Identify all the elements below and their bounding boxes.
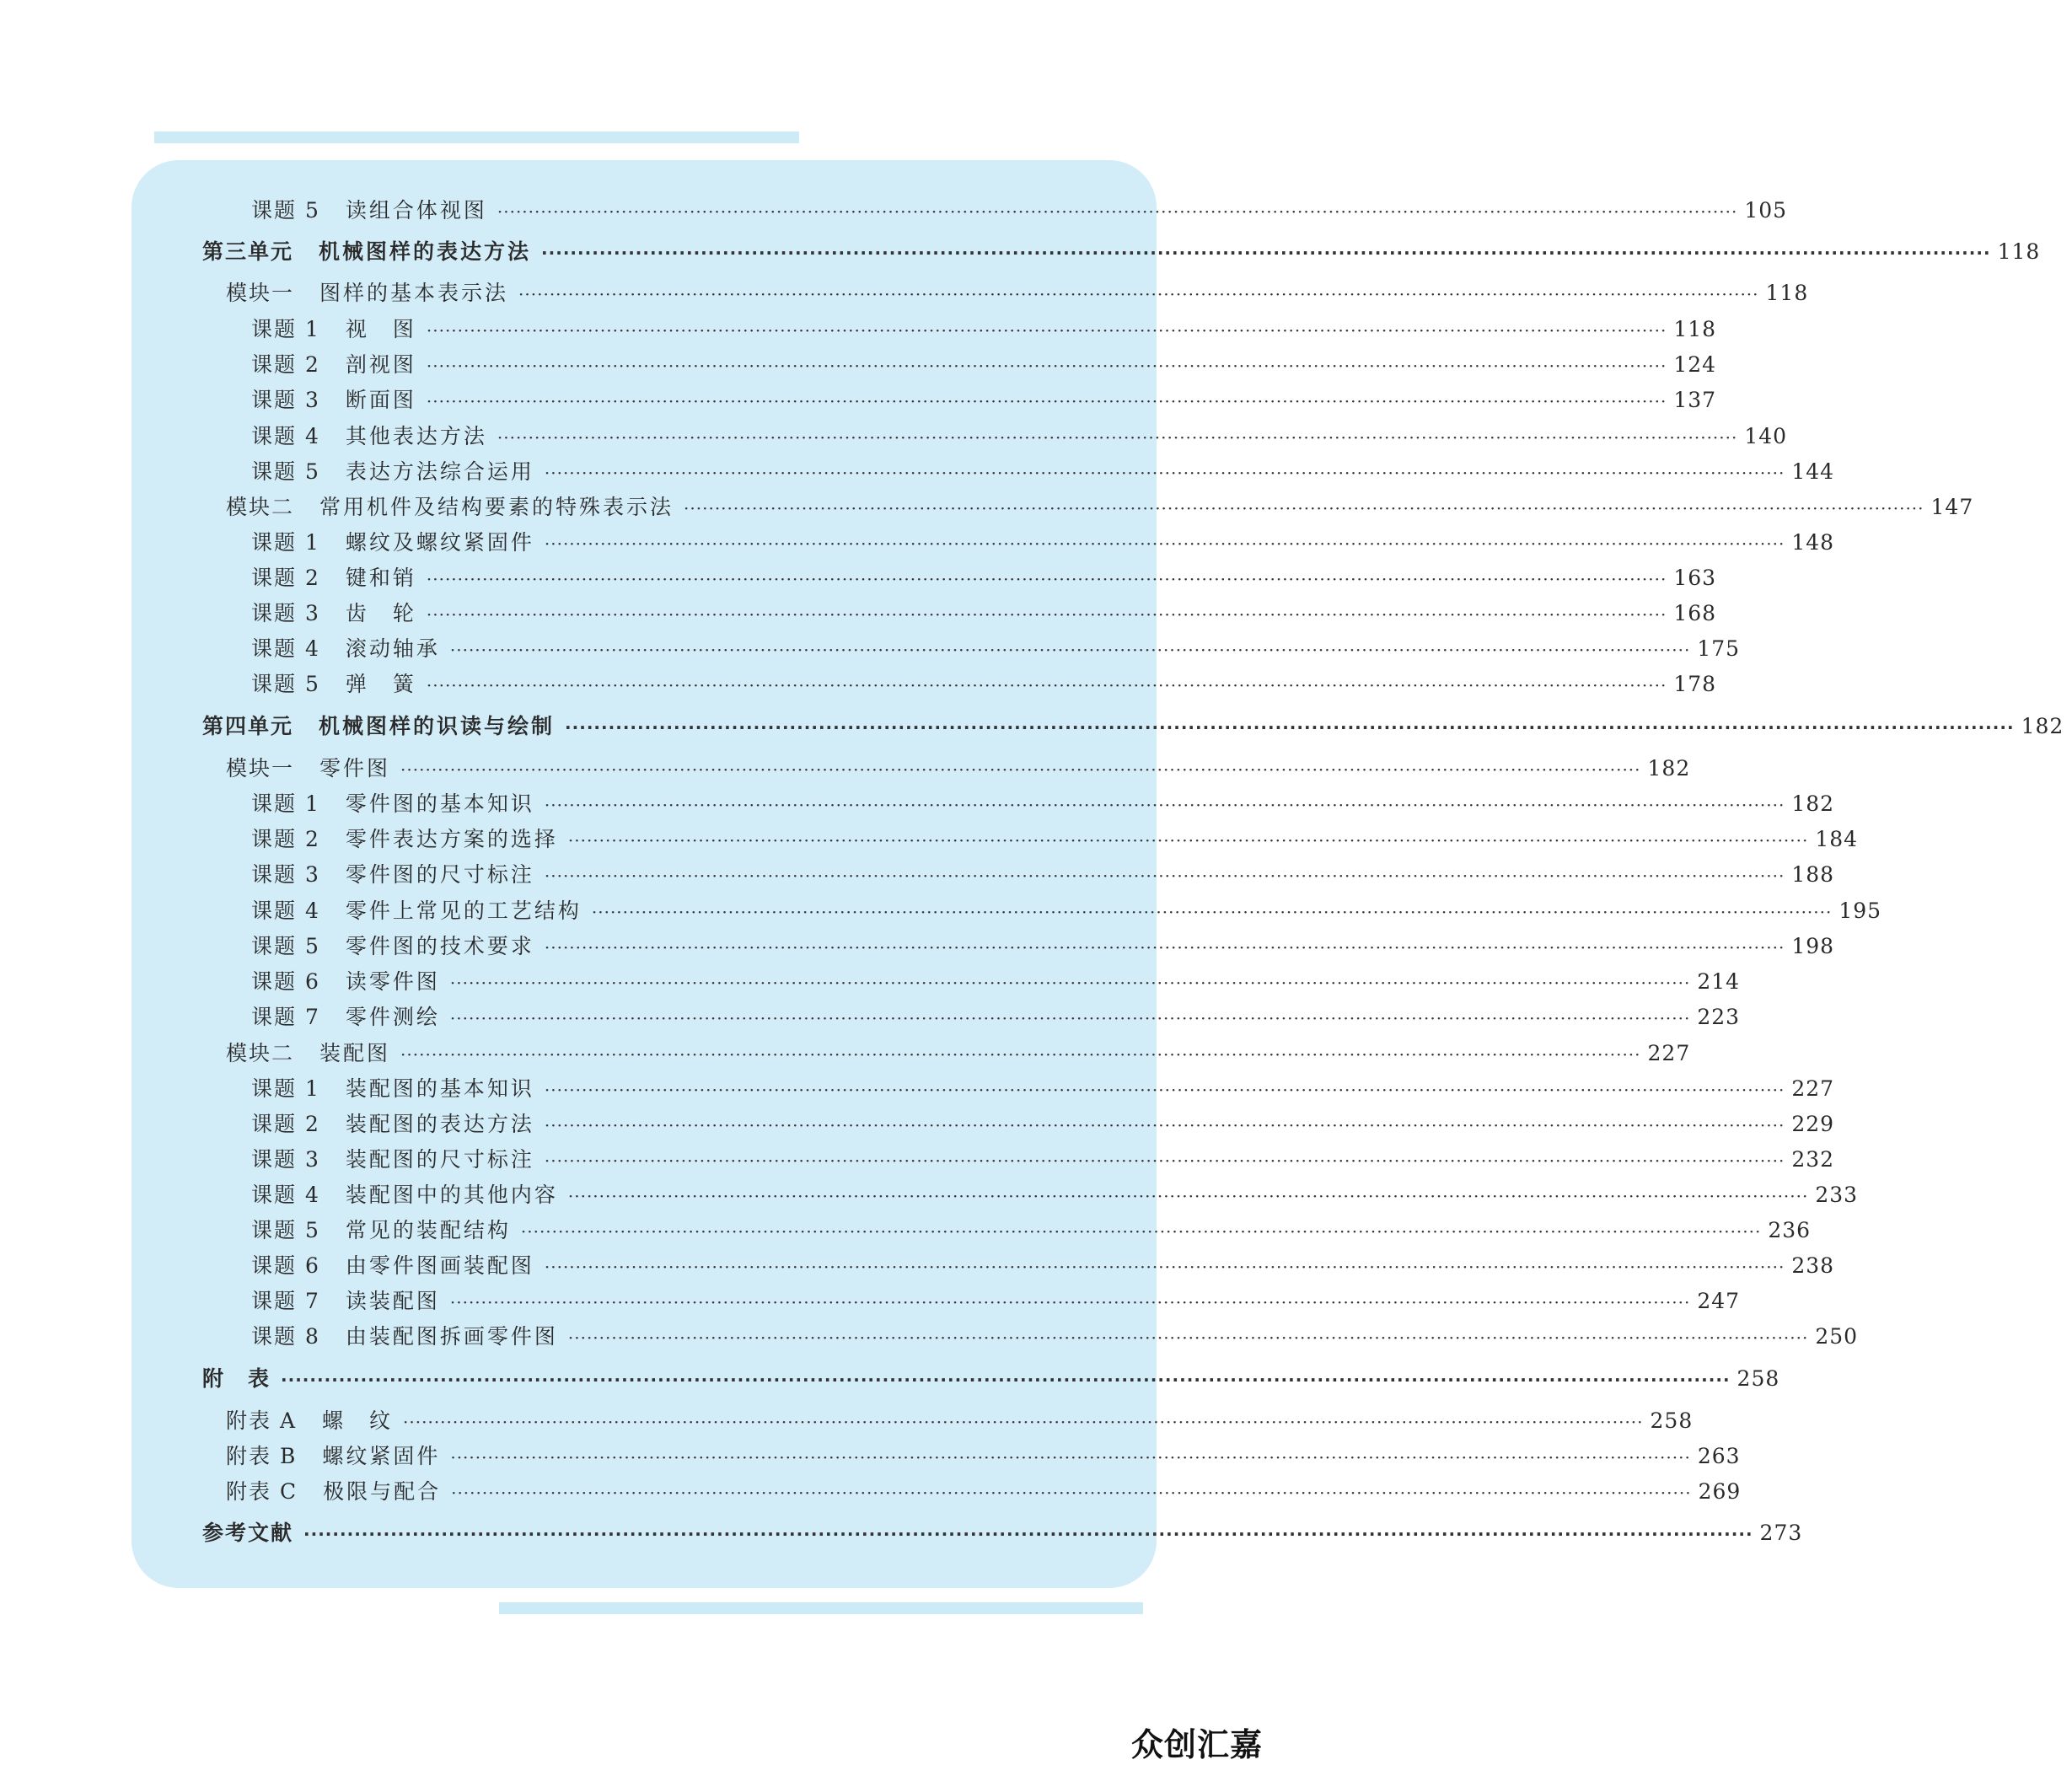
toc-entry-page-number: 238 (1791, 1253, 1835, 1278)
toc-entry-lesson[interactable] (132, 1110, 1835, 1140)
toc-leader-dots: ········································································································································································································ (541, 243, 1991, 263)
toc-entry-lesson[interactable] (132, 196, 1788, 226)
toc-leader-dots: ········································································································································································································ (544, 866, 1785, 886)
toc-entry-label: 课题 1 (251, 791, 320, 816)
toc-leader-dots: ········································································································································································································ (426, 675, 1667, 695)
toc-entry-page-number: 263 (1697, 1444, 1741, 1468)
toc-entry-page-number: 178 (1673, 672, 1717, 696)
toc-entry-title: 剖视图 (345, 352, 416, 377)
toc-entry-title: 螺纹紧固件 (322, 1444, 441, 1468)
toc-entry-lesson[interactable] (132, 386, 1717, 416)
toc-leader-dots: ········································································································································································································ (426, 356, 1667, 376)
toc-list (132, 160, 2064, 1588)
toc-entry-title: 键和销 (345, 566, 416, 590)
toc-leader-dots: ········································································································································································································ (567, 1186, 1809, 1206)
toc-leader-dots: ········································································································································································································ (567, 1328, 1809, 1348)
toc-entry-label: 附 表 (202, 1366, 271, 1391)
toc-entry-title: 机械图样的识读与绘制 (319, 714, 556, 738)
toc-entry-label: 模块二 (226, 1041, 295, 1065)
toc-entry-title: 读组合体视图 (345, 198, 487, 223)
toc-entry-page-number: 229 (1791, 1112, 1835, 1136)
toc-entry-label: 课题 5 (251, 934, 320, 958)
toc-entry-title: 弹 簧 (345, 672, 416, 696)
toc-entry-title: 极限与配合 (323, 1479, 442, 1504)
toc-entry-module[interactable] (132, 1442, 1741, 1472)
toc-entry-page-number: 269 (1698, 1479, 1742, 1504)
toc-entry-lesson[interactable] (132, 1252, 1835, 1281)
toc-entry-label: 课题 5 (251, 198, 320, 223)
toc-entry-lesson[interactable] (132, 968, 1741, 997)
toc-entry-lesson[interactable] (132, 670, 1717, 700)
toc-leader-dots: ········································································································································································································ (544, 463, 1785, 483)
toc-entry-title: 常见的装配结构 (345, 1218, 511, 1242)
toc-entry-page-number: 182 (2021, 714, 2064, 738)
toc-leader-dots: ········································································································································································································ (281, 1370, 1731, 1390)
toc-entry-lesson[interactable] (132, 1322, 1859, 1352)
toc-entry-label: 课题 5 (251, 459, 320, 484)
toc-entry-unit[interactable] (132, 712, 2064, 742)
toc-entry-page-number: 198 (1791, 934, 1835, 958)
toc-entry-title: 视 图 (345, 317, 416, 341)
toc-entry-page-number: 118 (1765, 281, 1809, 305)
toc-leader-dots: ········································································································································································································ (518, 284, 1759, 304)
toc-leader-dots: ········································································································································································································ (544, 1151, 1785, 1171)
toc-leader-dots: ········································································································································································································ (520, 1221, 1762, 1242)
toc-entry-label: 附表 B (226, 1444, 298, 1468)
toc-entry-lesson[interactable] (132, 422, 1788, 452)
toc-entry-label: 模块一 (226, 756, 295, 781)
toc-entry-page-number: 137 (1673, 388, 1717, 412)
toc-entry-page-number: 184 (1815, 827, 1859, 851)
toc-entry-title: 断面图 (345, 388, 416, 412)
toc-entry-lesson[interactable] (132, 635, 1741, 664)
toc-leader-dots: ········································································································································································································ (591, 902, 1833, 922)
toc-entry-title: 装配图中的其他内容 (345, 1183, 558, 1207)
toc-leader-dots: ········································································································································································································ (544, 937, 1785, 958)
toc-leader-dots: ········································································································································································································ (426, 604, 1667, 625)
toc-entry-title: 滚动轴承 (345, 636, 440, 661)
toc-leader-dots: ········································································································································································································ (303, 1524, 1753, 1544)
toc-entry-module[interactable] (132, 279, 1809, 308)
toc-entry-title: 图样的基本表示法 (319, 281, 509, 305)
toc-entry-label: 第三单元 (202, 239, 294, 264)
toc-entry-label: 课题 4 (251, 899, 320, 923)
toc-entry-page-number: 182 (1647, 756, 1691, 781)
toc-entry-title: 装配图的尺寸标注 (345, 1147, 534, 1172)
toc-leader-dots: ········································································································································································································ (426, 320, 1667, 341)
toc-entry-title: 零件表达方案的选择 (345, 827, 558, 851)
toc-entry-label: 课题 2 (251, 352, 320, 377)
toc-entry-title: 装配图的基本知识 (345, 1076, 534, 1101)
toc-entry-label: 附表 C (226, 1479, 298, 1504)
toc-entry-label: 课题 3 (251, 388, 320, 412)
toc-entry-unit[interactable] (132, 238, 2041, 267)
toc-entry-label: 课题 7 (251, 1289, 320, 1313)
toc-entry-lesson[interactable] (132, 1075, 1835, 1104)
toc-entry-label: 课题 2 (251, 566, 320, 590)
toc-entry-label: 课题 5 (251, 1218, 320, 1242)
toc-leader-dots: ········································································································································································································ (400, 759, 1641, 780)
toc-leader-dots: ········································································································································································································ (497, 201, 1738, 222)
toc-entry-page-number: 273 (1759, 1521, 1803, 1545)
toc-entry-label: 参考文献 (202, 1521, 294, 1545)
toc-leader-dots: ········································································································································································································ (497, 427, 1738, 448)
toc-entry-page-number: 195 (1838, 899, 1882, 923)
toc-entry-module[interactable] (132, 754, 1691, 784)
toc-entry-page-number: 182 (1791, 791, 1835, 816)
toc-entry-page-number: 118 (1997, 239, 2041, 264)
toc-leader-dots: ········································································································································································································ (544, 1080, 1785, 1100)
toc-entry-page-number: 175 (1697, 636, 1741, 661)
toc-entry-page-number: 118 (1673, 317, 1717, 341)
toc-entry-page-number: 247 (1697, 1289, 1741, 1313)
toc-entry-title: 零件图 (319, 756, 391, 781)
toc-leader-dots: ········································································································································································································ (449, 640, 1691, 660)
toc-entry-title: 零件图的尺寸标注 (345, 862, 534, 887)
toc-leader-dots: ········································································································································································································ (449, 973, 1691, 993)
toc-entry-lesson[interactable] (132, 825, 1859, 855)
toc-entry-lesson[interactable] (132, 1287, 1741, 1317)
toc-entry-label: 课题 7 (251, 1005, 320, 1029)
toc-entry-title: 由装配图拆画零件图 (345, 1324, 558, 1349)
toc-entry-page-number: 168 (1673, 601, 1717, 625)
toc-entry-lesson[interactable] (132, 315, 1717, 345)
toc-entry-label: 模块一 (226, 281, 295, 305)
top-decor-bar (154, 131, 799, 143)
toc-leader-dots: ········································································································································································································ (450, 1447, 1691, 1467)
toc-entry-page-number: 233 (1815, 1183, 1859, 1207)
toc-entry-page-number: 105 (1744, 198, 1788, 223)
toc-entry-page-number: 227 (1647, 1041, 1691, 1065)
toc-entry-unit[interactable] (132, 1365, 1780, 1394)
toc-entry-page-number: 140 (1744, 424, 1788, 448)
toc-entry-page-number: 223 (1697, 1005, 1741, 1029)
toc-leader-dots: ········································································································································································································ (544, 1257, 1785, 1277)
toc-entry-title: 零件图的技术要求 (345, 934, 534, 958)
toc-entry-title: 读装配图 (345, 1289, 440, 1313)
toc-entry-page-number: 124 (1673, 352, 1717, 377)
toc-entry-page-number: 163 (1673, 566, 1717, 590)
toc-leader-dots: ········································································································································································································ (449, 1008, 1691, 1028)
toc-entry-label: 课题 6 (251, 1253, 320, 1278)
toc-entry-page-number: 258 (1737, 1366, 1780, 1391)
toc-leader-dots: ········································································································································································································ (567, 830, 1809, 850)
toc-entry-lesson[interactable] (132, 564, 1717, 593)
toc-leader-dots: ········································································································································································································ (684, 498, 1924, 518)
bottom-decor-bar (499, 1602, 1143, 1614)
toc-entry-lesson[interactable] (132, 861, 1835, 890)
toc-entry-page-number: 232 (1791, 1147, 1835, 1172)
toc-entry-label: 课题 3 (251, 601, 320, 625)
toc-entry-page-number: 250 (1815, 1324, 1859, 1349)
toc-entry-page-number: 144 (1791, 459, 1835, 484)
toc-entry-module[interactable] (132, 1478, 1742, 1507)
toc-entry-label: 课题 3 (251, 862, 320, 887)
toc-entry-module[interactable] (132, 493, 1974, 523)
toc-leader-dots: ········································································································································································································ (565, 717, 2015, 738)
toc-entry-label: 课题 6 (251, 969, 320, 994)
toc-entry-lesson[interactable] (132, 790, 1835, 819)
toc-leader-dots: ········································································································································································································ (426, 391, 1667, 411)
toc-entry-title: 由零件图画装配图 (345, 1253, 534, 1278)
toc-entry-page-number: 188 (1791, 862, 1835, 887)
toc-leader-dots: ········································································································································································································ (451, 1483, 1692, 1503)
toc-entry-lesson[interactable] (132, 932, 1835, 962)
toc-entry-label: 课题 8 (251, 1324, 320, 1349)
toc-entry-title: 螺纹及螺纹紧固件 (345, 530, 534, 555)
toc-entry-title: 表达方法综合运用 (345, 459, 534, 484)
toc-entry-title: 装配图 (319, 1041, 391, 1065)
toc-entry-lesson[interactable] (132, 1003, 1741, 1033)
toc-entry-label: 课题 4 (251, 636, 320, 661)
toc-entry-label: 课题 5 (251, 672, 320, 696)
toc-entry-lesson[interactable] (132, 599, 1717, 629)
watermark-logo: 众创汇嘉 (1130, 1726, 1263, 1763)
toc-entry-title: 零件图的基本知识 (345, 791, 534, 816)
toc-entry-lesson[interactable] (132, 897, 1882, 926)
toc-entry-title: 齿 轮 (345, 601, 416, 625)
toc-entry-page-number: 236 (1768, 1218, 1812, 1242)
toc-entry-label: 课题 1 (251, 1076, 320, 1101)
toc-panel (132, 160, 2064, 1588)
toc-entry-module[interactable] (132, 1407, 1694, 1436)
toc-entry-lesson[interactable] (132, 351, 1717, 380)
toc-entry-page-number: 258 (1650, 1408, 1694, 1433)
toc-entry-title: 读零件图 (345, 969, 440, 994)
toc-entry-lesson[interactable] (132, 1145, 1835, 1175)
toc-entry-lesson[interactable] (132, 528, 1835, 558)
toc-entry-lesson[interactable] (132, 1181, 1859, 1210)
toc-leader-dots: ········································································································································································································ (426, 569, 1667, 589)
toc-leader-dots: ········································································································································································································ (544, 534, 1785, 554)
toc-leader-dots: ········································································································································································································ (403, 1412, 1644, 1432)
toc-leader-dots: ········································································································································································································ (544, 1115, 1785, 1135)
toc-entry-title: 螺 纹 (322, 1408, 394, 1433)
toc-entry-title: 常用机件及结构要素的特殊表示法 (319, 495, 674, 519)
toc-entry-label: 课题 1 (251, 317, 320, 341)
toc-entry-title: 其他表达方法 (345, 424, 487, 448)
toc-entry-label: 附表 A (226, 1408, 298, 1433)
toc-entry-label: 课题 3 (251, 1147, 320, 1172)
toc-entry-page-number: 147 (1930, 495, 1974, 519)
toc-entry-module[interactable] (132, 1039, 1691, 1069)
toc-entry-label: 课题 4 (251, 1183, 320, 1207)
toc-entry-label: 模块二 (226, 495, 295, 519)
toc-entry-page-number: 148 (1791, 530, 1835, 555)
toc-entry-title: 零件上常见的工艺结构 (345, 899, 582, 923)
toc-entry-lesson[interactable] (132, 1216, 1812, 1246)
toc-entry-unit[interactable] (132, 1519, 1803, 1548)
toc-leader-dots: ········································································································································································································ (449, 1292, 1691, 1312)
toc-entry-label: 课题 2 (251, 827, 320, 851)
toc-entry-title: 装配图的表达方法 (345, 1112, 534, 1136)
toc-entry-label: 课题 4 (251, 424, 320, 448)
toc-entry-page-number: 214 (1697, 969, 1741, 994)
toc-entry-label: 课题 2 (251, 1112, 320, 1136)
toc-entry-title: 零件测绘 (345, 1005, 440, 1029)
toc-entry-label: 课题 1 (251, 530, 320, 555)
toc-entry-label: 第四单元 (202, 714, 294, 738)
toc-entry-lesson[interactable] (132, 458, 1835, 487)
toc-leader-dots: ········································································································································································································ (544, 795, 1785, 815)
toc-entry-title: 机械图样的表达方法 (319, 239, 532, 264)
toc-leader-dots: ········································································································································································································ (400, 1044, 1641, 1065)
toc-entry-page-number: 227 (1791, 1076, 1835, 1101)
